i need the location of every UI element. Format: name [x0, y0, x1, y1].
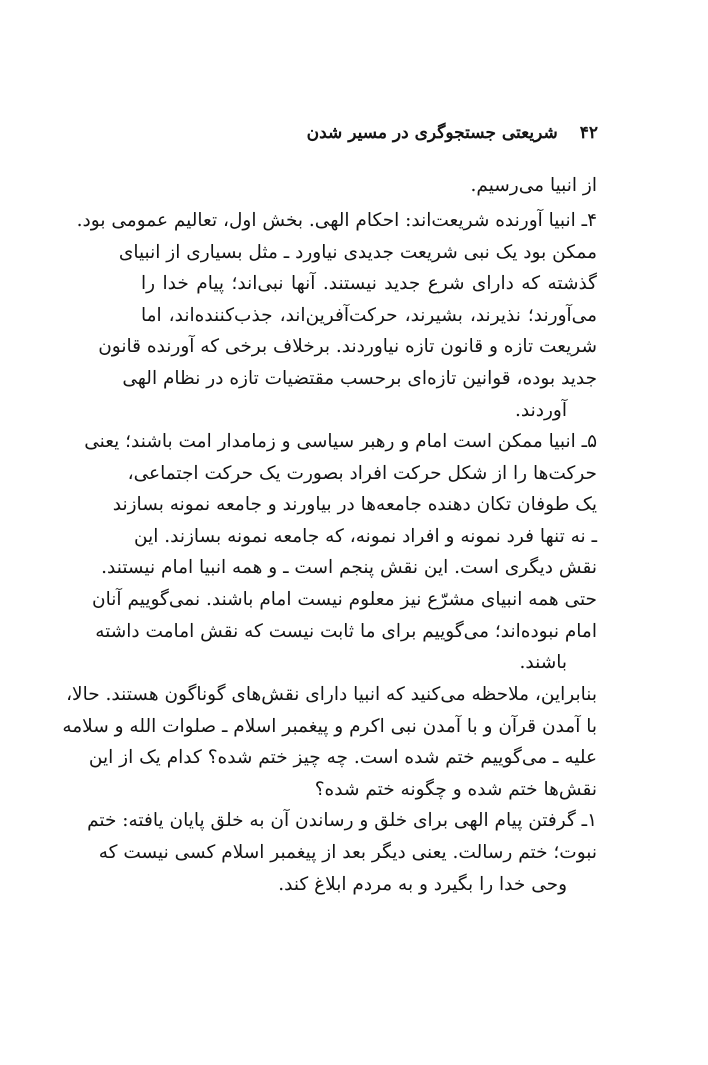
- text-line: جدید بوده، قوانین تازه‌ای برحسب مقتضیات تازه در نظام الهی: [122, 368, 597, 389]
- text-line: ۵ـ انبیا ممکن است امام و رهبر سیاسی و زمامدار امت باشند؛ یعنی: [84, 431, 597, 452]
- text-line: از انبیا می‌رسیم.: [470, 175, 597, 196]
- page-header: [112, 120, 598, 146]
- running-title: شریعتی جستجوگری در مسیر شدن: [306, 123, 558, 143]
- text-line: شریعت تازه و قانون تازه نیاوردند. برخلاف برخی که آورنده قانون: [98, 336, 597, 357]
- text-line: یک طوفان تکان دهنده جامعه‌ها در بیاورند و جامعه نمونه بسازند: [112, 494, 597, 515]
- text-line: ـ نه تنها فرد نمونه و افراد نمونه، که جامعه نمونه بسازند. این: [133, 526, 597, 547]
- text-line: ۴ـ انبیا آورنده شریعت‌اند: احکام الهی. بخش اول، تعالیم عمومی بود.: [76, 210, 597, 231]
- text-line: نقش دیگری است. این نقش پنجم است ـ و همه انبیا امام نیستند.: [101, 557, 597, 578]
- text-line: گذشته که دارای شرع جدید نیستند. آنها نبی‌اند؛ پیام خدا را: [141, 273, 597, 294]
- text-line: وحی خدا را بگیرد و به مردم ابلاغ کند.: [278, 874, 567, 895]
- text-line: نقش‌ها ختم شده و چگونه ختم شده؟: [314, 779, 597, 800]
- text-line: حرکت‌ها را از شکل حرکت افراد بصورت یک حرکت اجتماعی،: [127, 463, 597, 484]
- text-line: امام نبوده‌اند؛ می‌گوییم برای ما ثابت نیست که نقش امامت داشته: [95, 621, 597, 642]
- text-line: آوردند.: [515, 400, 567, 421]
- text-line: حتی همه انبیای مشرّع نیز معلوم نیست امام باشند. نمی‌گوییم آنان: [92, 589, 597, 610]
- page-number: ۴۲: [579, 123, 598, 143]
- text-line: باشند.: [519, 652, 567, 673]
- text-line: نبوت؛ ختم رسالت. یعنی دیگر بعد از پیغمبر اسلام کسی نیست که: [98, 842, 597, 863]
- text-line: ۱ـ گرفتن پیام الهی برای خلق و رساندن آن به خلق پایان یافته: ختم: [87, 810, 597, 831]
- text-line: علیه ـ می‌گوییم ختم شده است. چه چیز ختم شده؟ کدام یک از این: [88, 747, 597, 768]
- text-line: ممکن بود یک نبی شریعت جدیدی نیاورد ـ مثل بسیاری از انبیای: [118, 242, 597, 263]
- text-line: می‌آورند؛ نذیرند، بشیرند، حرکت‌آفرین‌اند، جذب‌کننده‌اند، اما: [141, 305, 597, 326]
- text-line: با آمدن قرآن و با آمدن نبی اکرم و پیغمبر اسلام ـ صلوات الله و سلامه: [62, 716, 597, 737]
- text-line: بنابراین، ملاحظه می‌کنید که انبیا دارای نقش‌های گوناگون هستند. حالا،: [66, 684, 597, 705]
